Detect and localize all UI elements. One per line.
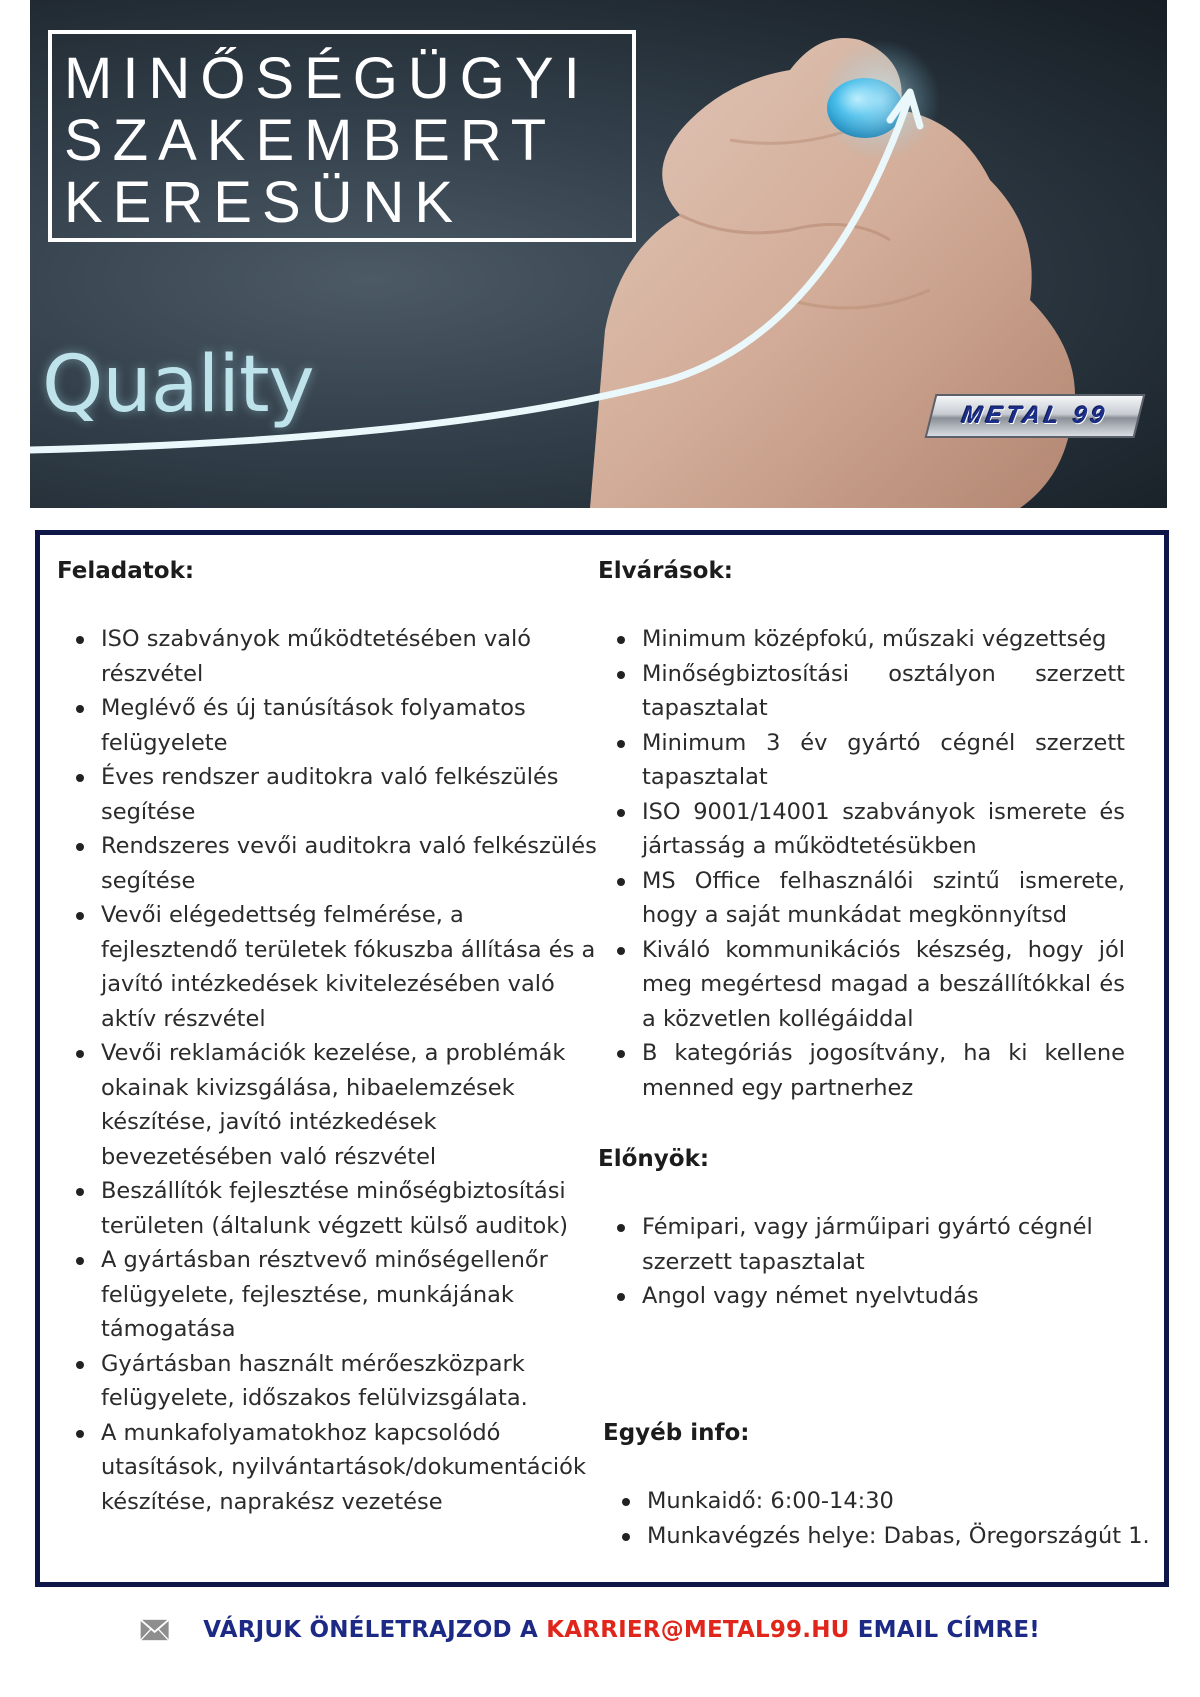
requirement-item: MS Office felhasználói szintű ismerete, hogy a saját munkádat megkönnyítsd	[598, 864, 1125, 933]
company-logo-text: METAL 99	[959, 402, 1111, 429]
task-item: Rendszeres vevői auditokra való felkészülés segítése	[57, 829, 597, 898]
company-logo	[925, 394, 1146, 438]
task-item: Meglévő és új tanúsítások folyamatos felügyelete	[57, 691, 597, 760]
requirement-item: B kategóriás jogosítvány, ha ki kellene menned egy partnerhez	[598, 1036, 1125, 1105]
requirement-item: Minőségbiztosítási osztályon szerzett tapasztalat	[598, 657, 1125, 726]
title-line-2: SZAKEMBERT	[64, 108, 557, 173]
task-item: ISO szabványok működtetésében való részvétel	[57, 622, 597, 691]
requirement-item: Minimum 3 év gyártó cégnél szerzett tapasztalat	[598, 726, 1125, 795]
advantage-item: Fémipari, vagy járműipari gyártó cégnél szerzett tapasztalat	[598, 1210, 1125, 1279]
tasks-column	[57, 555, 597, 1519]
footer-text	[203, 1617, 1040, 1643]
requirement-item: ISO 9001/14001 szabványok ismerete és jártasság a működtetésükben	[598, 795, 1125, 864]
advantages-list	[598, 1210, 1125, 1314]
envelope-icon	[140, 1613, 169, 1647]
other-info-list	[603, 1484, 1150, 1553]
requirement-item: Kiváló kommunikációs készség, hogy jól meg megértesd magad a beszállítókkal és a közvetlen kollégáiddal	[598, 933, 1125, 1037]
task-item: Vevői reklamációk kezelése, a problémák okainak kivizsgálása, hibaelemzések készítése, javító intézkedések bevezetésében való részvétel	[57, 1036, 597, 1174]
advantages-heading: Előnyök:	[598, 1146, 710, 1172]
right-column	[598, 555, 1150, 1565]
other-info-item: Munkavégzés helye: Dabas, Öregországút 1.	[603, 1519, 1130, 1554]
email-link[interactable]: KARRIER@METAL99.HU	[546, 1617, 850, 1643]
title-box	[48, 30, 636, 242]
quality-text: Quality	[42, 340, 314, 430]
other-info-heading: Egyéb info:	[603, 1420, 750, 1446]
tasks-list	[57, 622, 597, 1519]
task-item: Éves rendszer auditokra való felkészülés segítése	[57, 760, 597, 829]
requirements-heading: Elvárások:	[598, 558, 733, 584]
footer-text-before: VÁRJUK ÖNÉLETRAJZOD A	[203, 1617, 547, 1643]
advantages-section	[598, 1143, 1125, 1314]
other-info-section	[603, 1417, 1150, 1553]
title-line-1: MINŐSÉGÜGYI	[64, 46, 590, 111]
requirements-section	[598, 555, 1125, 1105]
hero-banner	[30, 0, 1167, 508]
task-item: Vevői elégedettség felmérése, a fejlesztendő területek fókuszba állítása és a javító intézkedések kivitelezésében való aktív részvétel	[57, 898, 597, 1036]
other-info-item: Munkaidő: 6:00-14:30	[603, 1484, 1130, 1519]
title-line-3: KERESÜNK	[64, 170, 464, 235]
task-item: A gyártásban résztvevő minőségellenőr felügyelete, fejlesztése, munkájának támogatása	[57, 1243, 597, 1347]
task-item: Beszállítók fejlesztése minőségbiztosítási területen (általunk végzett külső auditok)	[57, 1174, 597, 1243]
advantage-item: Angol vagy német nyelvtudás	[598, 1279, 1125, 1314]
task-item: Gyártásban használt mérőeszközpark felügyelete, időszakos felülvizsgálata.	[57, 1347, 597, 1416]
footer-cta	[140, 1610, 1040, 1650]
footer-text-after: EMAIL CÍMRE!	[849, 1617, 1040, 1643]
tasks-heading: Feladatok:	[57, 558, 195, 584]
job-details-frame	[35, 530, 1169, 1587]
requirement-item: Minimum középfokú, műszaki végzettség	[598, 622, 1125, 657]
requirements-list	[598, 622, 1125, 1105]
task-item: A munkafolyamatokhoz kapcsolódó utasítások, nyilvántartások/dokumentációk készítése, naprakész vezetése	[57, 1416, 597, 1520]
